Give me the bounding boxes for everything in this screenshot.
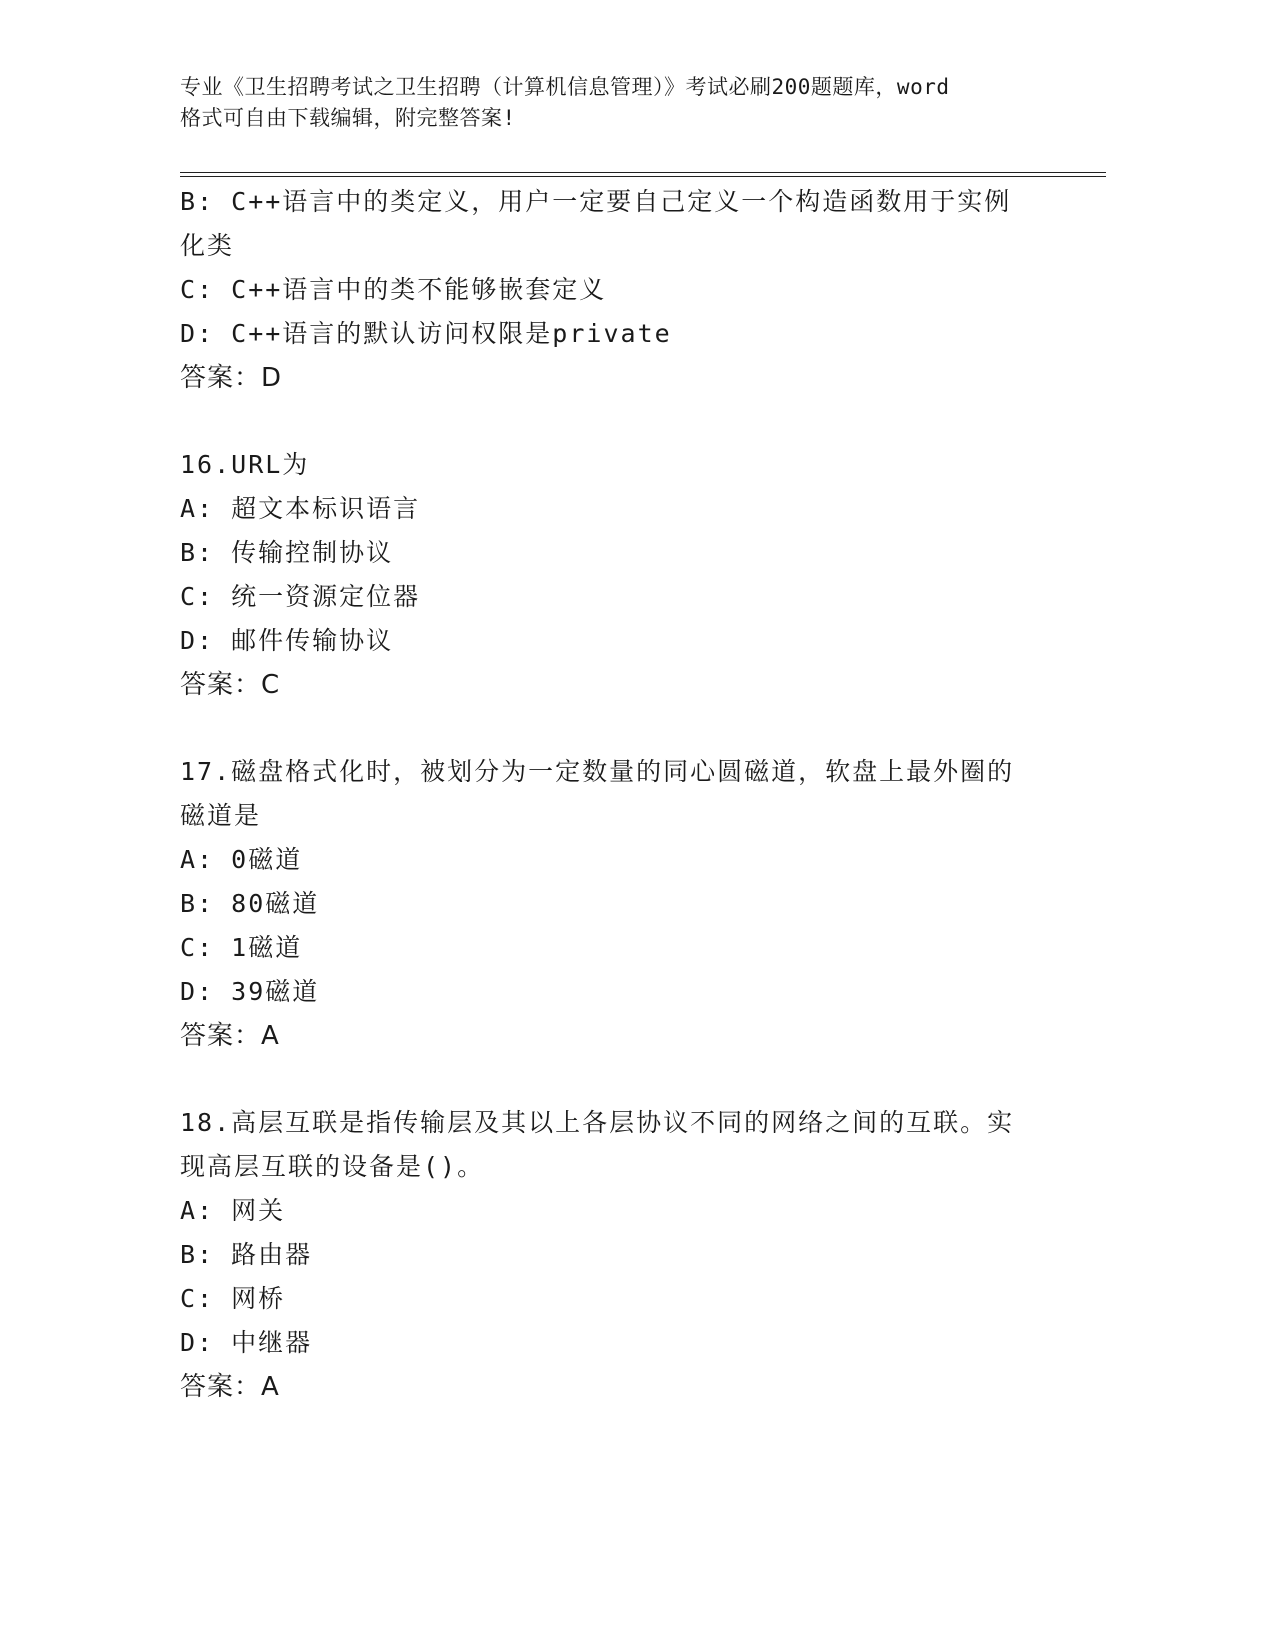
header-divider-bottom — [180, 176, 1106, 177]
answer-line: 答案：A — [180, 1021, 280, 1051]
question-list — [180, 180, 1040, 1409]
question-stem-continued: 现高层互联的设备是()。 — [180, 1152, 485, 1181]
option-c: C: C++语言中的类不能够嵌套定义 — [180, 275, 607, 304]
question-17 — [180, 750, 1040, 1058]
document-header — [180, 72, 1060, 134]
option-a: A: 0磁道 — [180, 845, 303, 874]
header-divider-top — [180, 172, 1106, 173]
option-c: C: 网桥 — [180, 1284, 286, 1313]
question-18 — [180, 1101, 1040, 1409]
option-c: C: 统一资源定位器 — [180, 582, 421, 611]
option-b: B: 80磁道 — [180, 889, 320, 918]
header-title-line-1: 专业《卫生招聘考试之卫生招聘（计算机信息管理）》考试必刷200题题库，word — [180, 75, 950, 99]
option-d: D: 39磁道 — [180, 977, 320, 1006]
answer-line: 答案：A — [180, 1372, 280, 1402]
option-c: C: 1磁道 — [180, 933, 303, 962]
question-stem: 17.磁盘格式化时，被划分为一定数量的同心圆磁道，软盘上最外圈的 — [180, 757, 1015, 786]
option-a: A: 网关 — [180, 1196, 286, 1225]
option-b-continued: 化类 — [180, 231, 235, 260]
question-stem: 18.高层互联是指传输层及其以上各层协议不同的网络之间的互联。实 — [180, 1108, 1015, 1137]
spacer — [180, 400, 1040, 443]
header-title-line-2: 格式可自由下载编辑，附完整答案! — [180, 106, 516, 130]
option-a: A: 超文本标识语言 — [180, 494, 421, 523]
spacer — [180, 707, 1040, 750]
option-b: B: 传输控制协议 — [180, 538, 394, 567]
option-d: D: C++语言的默认访问权限是private — [180, 319, 672, 348]
option-d: D: 中继器 — [180, 1328, 313, 1357]
answer-line: 答案：C — [180, 670, 281, 700]
option-d: D: 邮件传输协议 — [180, 626, 394, 655]
question-15-continuation — [180, 180, 1040, 400]
question-stem-continued: 磁道是 — [180, 801, 262, 830]
question-stem: 16.URL为 — [180, 450, 310, 479]
answer-line: 答案：D — [180, 363, 283, 393]
question-16 — [180, 443, 1040, 707]
option-b: B: 路由器 — [180, 1240, 313, 1269]
option-b: B: C++语言中的类定义，用户一定要自己定义一个构造函数用于实例 — [180, 187, 1012, 216]
spacer — [180, 1058, 1040, 1101]
